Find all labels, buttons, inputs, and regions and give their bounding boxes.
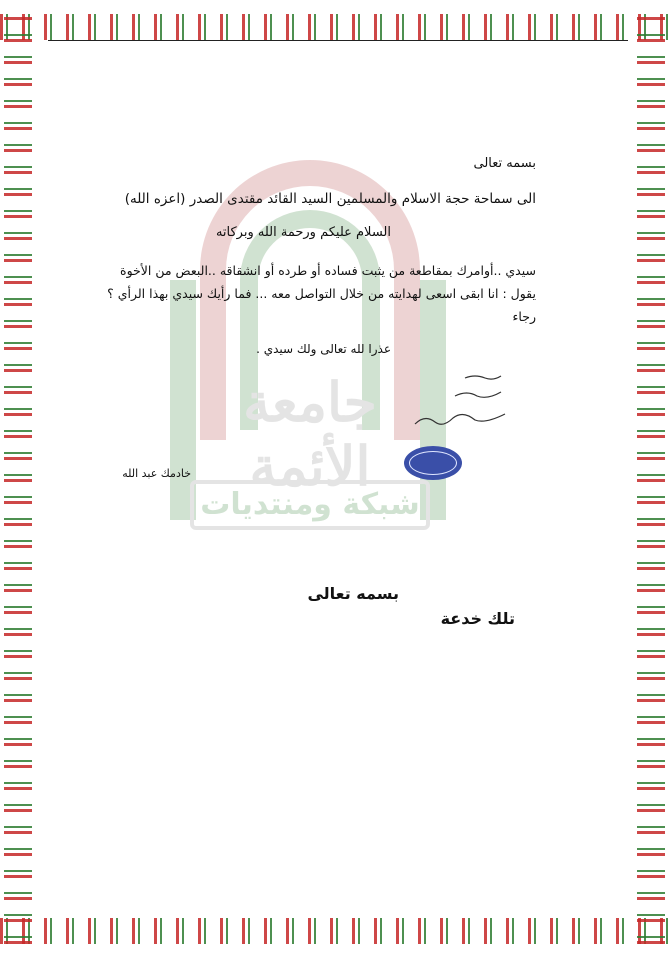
- official-seal: [404, 446, 462, 480]
- top-rule: [48, 40, 628, 41]
- watermark-banner: شبكة ومنتديات: [190, 480, 430, 530]
- reply-text: تلك خدعة: [440, 609, 515, 628]
- seal-ring: [409, 451, 457, 475]
- letter-body: سيدي ..أوامرك بمقاطعة من يثبت فساده أو طرده أو انشقاقه ..البعض من الأخوة يقول : انا ابقى اسعى لهدايته من خلال التواصل معه ... فما رأيك سيدي بهذا الرأي ؟ رجاء: [107, 263, 536, 324]
- decorative-border-bottom: [0, 918, 671, 944]
- letter-heading: بسمه تعالى: [473, 156, 536, 171]
- letter-closing: عذرا لله تعالى ولك سيدي .: [256, 342, 391, 356]
- watermark-logo-text: جامعة الأئمة: [243, 370, 377, 498]
- letter-greeting: السلام عليكم ورحمة الله وبركاته: [215, 225, 391, 240]
- letter-addressee: الى سماحة حجة الاسلام والمسلمين السيد القائد مقتدى الصدر (اعزه الله): [124, 191, 536, 207]
- handwritten-signature: [395, 366, 525, 436]
- decorative-border-right: [637, 14, 665, 944]
- decorative-border-top: [0, 14, 671, 40]
- letter-sender: خادمك عبد الله: [122, 467, 191, 480]
- reply-heading: بسمه تعالى: [307, 584, 399, 603]
- decorative-border-left: [4, 14, 32, 944]
